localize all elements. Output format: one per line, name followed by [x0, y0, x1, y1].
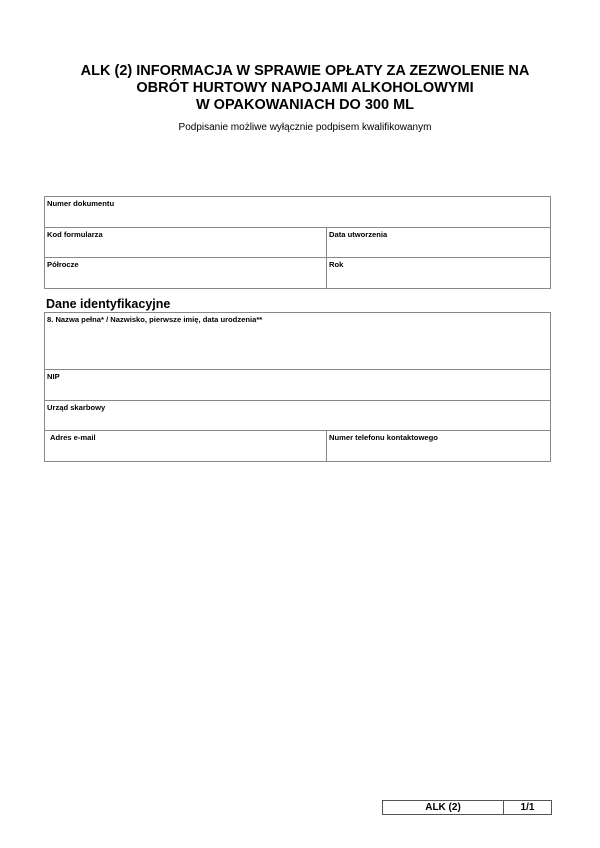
label-polrocze: Półrocze: [47, 260, 79, 269]
cell-nip[interactable]: [45, 370, 550, 400]
row-numer-dokumentu: [45, 197, 550, 228]
cell-numer-dokumentu[interactable]: [45, 197, 550, 227]
cell-rok[interactable]: [326, 258, 550, 288]
label-nip: NIP: [47, 372, 60, 381]
cell-numer-telefonu[interactable]: [326, 431, 550, 461]
title-line-3: W OPAKOWANIACH DO 300 ML: [195, 97, 415, 113]
identification-box: [44, 312, 551, 462]
cell-data-utworzenia[interactable]: [326, 228, 550, 257]
page-footer: [382, 800, 552, 815]
label-numer-telefonu: Numer telefonu kontaktowego: [329, 433, 438, 442]
row-kontakt: [45, 431, 550, 461]
title-line-2: OBRÓT HURTOWY NAPOJAMI ALKOHOLOWYMI: [136, 80, 474, 96]
row-nip: [45, 370, 550, 401]
label-adres-email: Adres e-mail: [50, 433, 96, 442]
cell-kod-formularza[interactable]: [45, 228, 326, 257]
section-title-dane-identyfikacyjne: Dane identyfikacyjne: [46, 297, 171, 311]
footer-page-number: 1/1: [503, 801, 551, 814]
footer-form-code: ALK (2): [425, 802, 461, 813]
row-nazwa: [45, 313, 550, 370]
document-info-box: [44, 196, 551, 289]
label-data-utworzenia: Data utworzenia: [329, 230, 388, 239]
document-title: [60, 63, 550, 114]
label-rok: Rok: [329, 260, 344, 269]
label-numer-dokumentu: Numer dokumentu: [47, 199, 115, 208]
label-nazwa: 8. Nazwa pełna* / Nazwisko, pierwsze imię, data urodzenia**: [47, 315, 263, 324]
signature-note: Podpisanie możliwe wyłącznie podpisem kwalifikowanym: [178, 122, 432, 133]
label-kod-formularza: Kod formularza: [47, 230, 103, 239]
cell-polrocze[interactable]: [45, 258, 326, 288]
title-line-1: ALK (2) INFORMACJA W SPRAWIE OPŁATY ZA ZEZWOLENIE NA: [80, 63, 530, 79]
cell-adres-email[interactable]: [45, 431, 326, 461]
cell-urzad-skarbowy[interactable]: [45, 401, 550, 430]
row-kod-formularza: [45, 228, 550, 258]
cell-nazwa[interactable]: [45, 313, 550, 369]
row-polrocze: [45, 258, 550, 288]
label-urzad-skarbowy: Urząd skarbowy: [47, 403, 106, 412]
row-urzad: [45, 401, 550, 431]
